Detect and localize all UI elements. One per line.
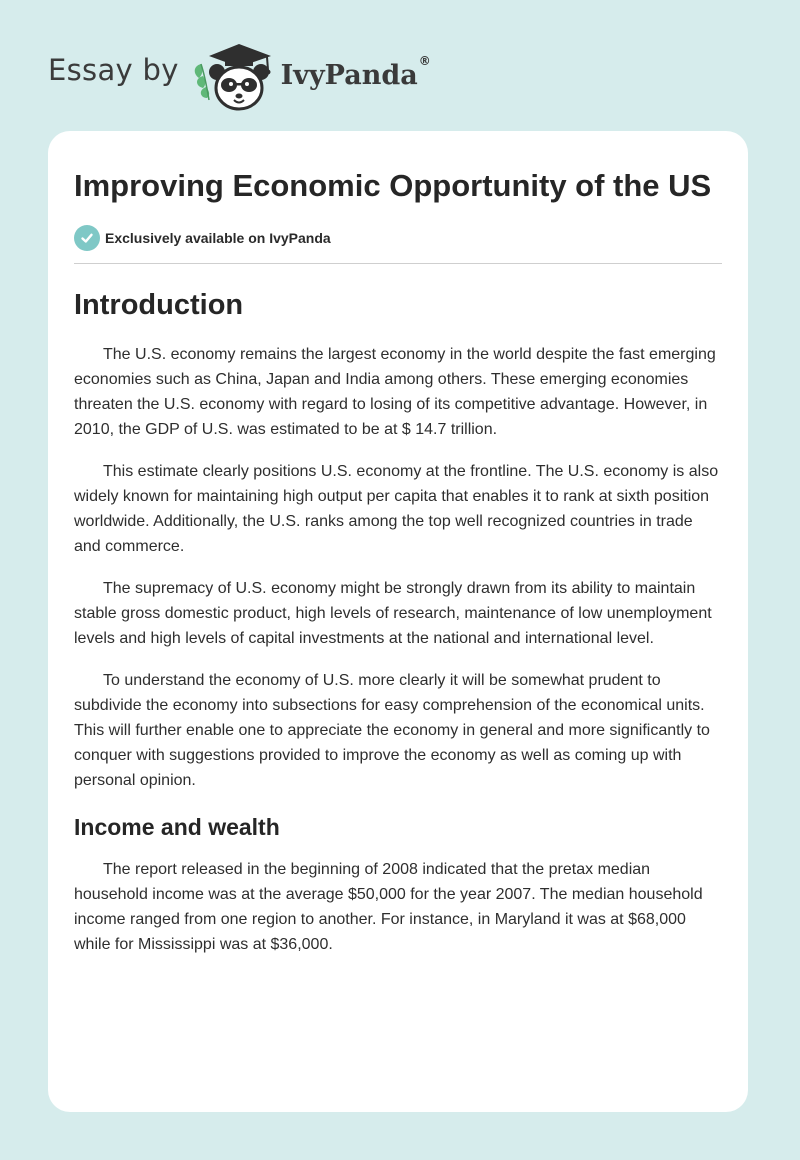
paragraph: The report released in the beginning of 2008 indicated that the pretax median household income was at the average $50,000 for the year 2007. The median household income ranged from one region to another. For instance, in Maryland it was at $68,000 while for Mississippi was at $36,000.: [74, 861, 703, 953]
exclusive-badge-text: Exclusively available on IvyPanda: [105, 230, 331, 246]
divider: [74, 263, 722, 264]
section-heading: Income and wealth: [74, 814, 280, 840]
section-introduction: [74, 288, 722, 793]
essay-title: Improving Economic Opportunity of the US: [74, 168, 712, 203]
section-heading: Introduction: [74, 289, 244, 321]
registered-mark: ®: [418, 53, 431, 68]
section-income-and-wealth: [74, 813, 722, 957]
check-circle-icon: [74, 225, 100, 251]
essay-card: [48, 131, 748, 1112]
site-header: [48, 34, 431, 114]
paragraph: This estimate clearly positions U.S. economy at the frontline. The U.S. economy is also widely known for maintaining high output per capita that enables it to rank at sixth position worldwide. Additionally, the U.S. ranks among the top well recognized countries in trade and commerce.: [74, 463, 719, 555]
brand-prefix: Essay by: [48, 53, 179, 87]
exclusive-badge: [74, 224, 722, 252]
paragraph: The U.S. economy remains the largest economy in the world despite the fast emerging economies such as China, Japan and India among others. These emerging economies threaten the U.S. economy with regard to losing of its competitive advantage. However, in 2010, the GDP of U.S. was estimated to be at $ 14.7 trillion.: [74, 346, 716, 438]
brand-name-text: IvyPanda: [280, 59, 418, 91]
panda-graduate-logo-icon[interactable]: [189, 34, 277, 114]
paragraph: To understand the economy of U.S. more clearly it will be somewhat prudent to subdivide the economy into subsections for easy comprehension of the economical units. This will further enable one to appreciate the economy in general and more significantly to conquer with suggestions provided to improve the economy as well as coming up with personal opinion.: [74, 672, 710, 789]
brand-name[interactable]: [280, 53, 431, 91]
paragraph: The supremacy of U.S. economy might be strongly drawn from its ability to maintain stable gross domestic product, high levels of research, maintenance of low unemployment levels and high levels of capital investments at the national and international level.: [74, 580, 712, 647]
